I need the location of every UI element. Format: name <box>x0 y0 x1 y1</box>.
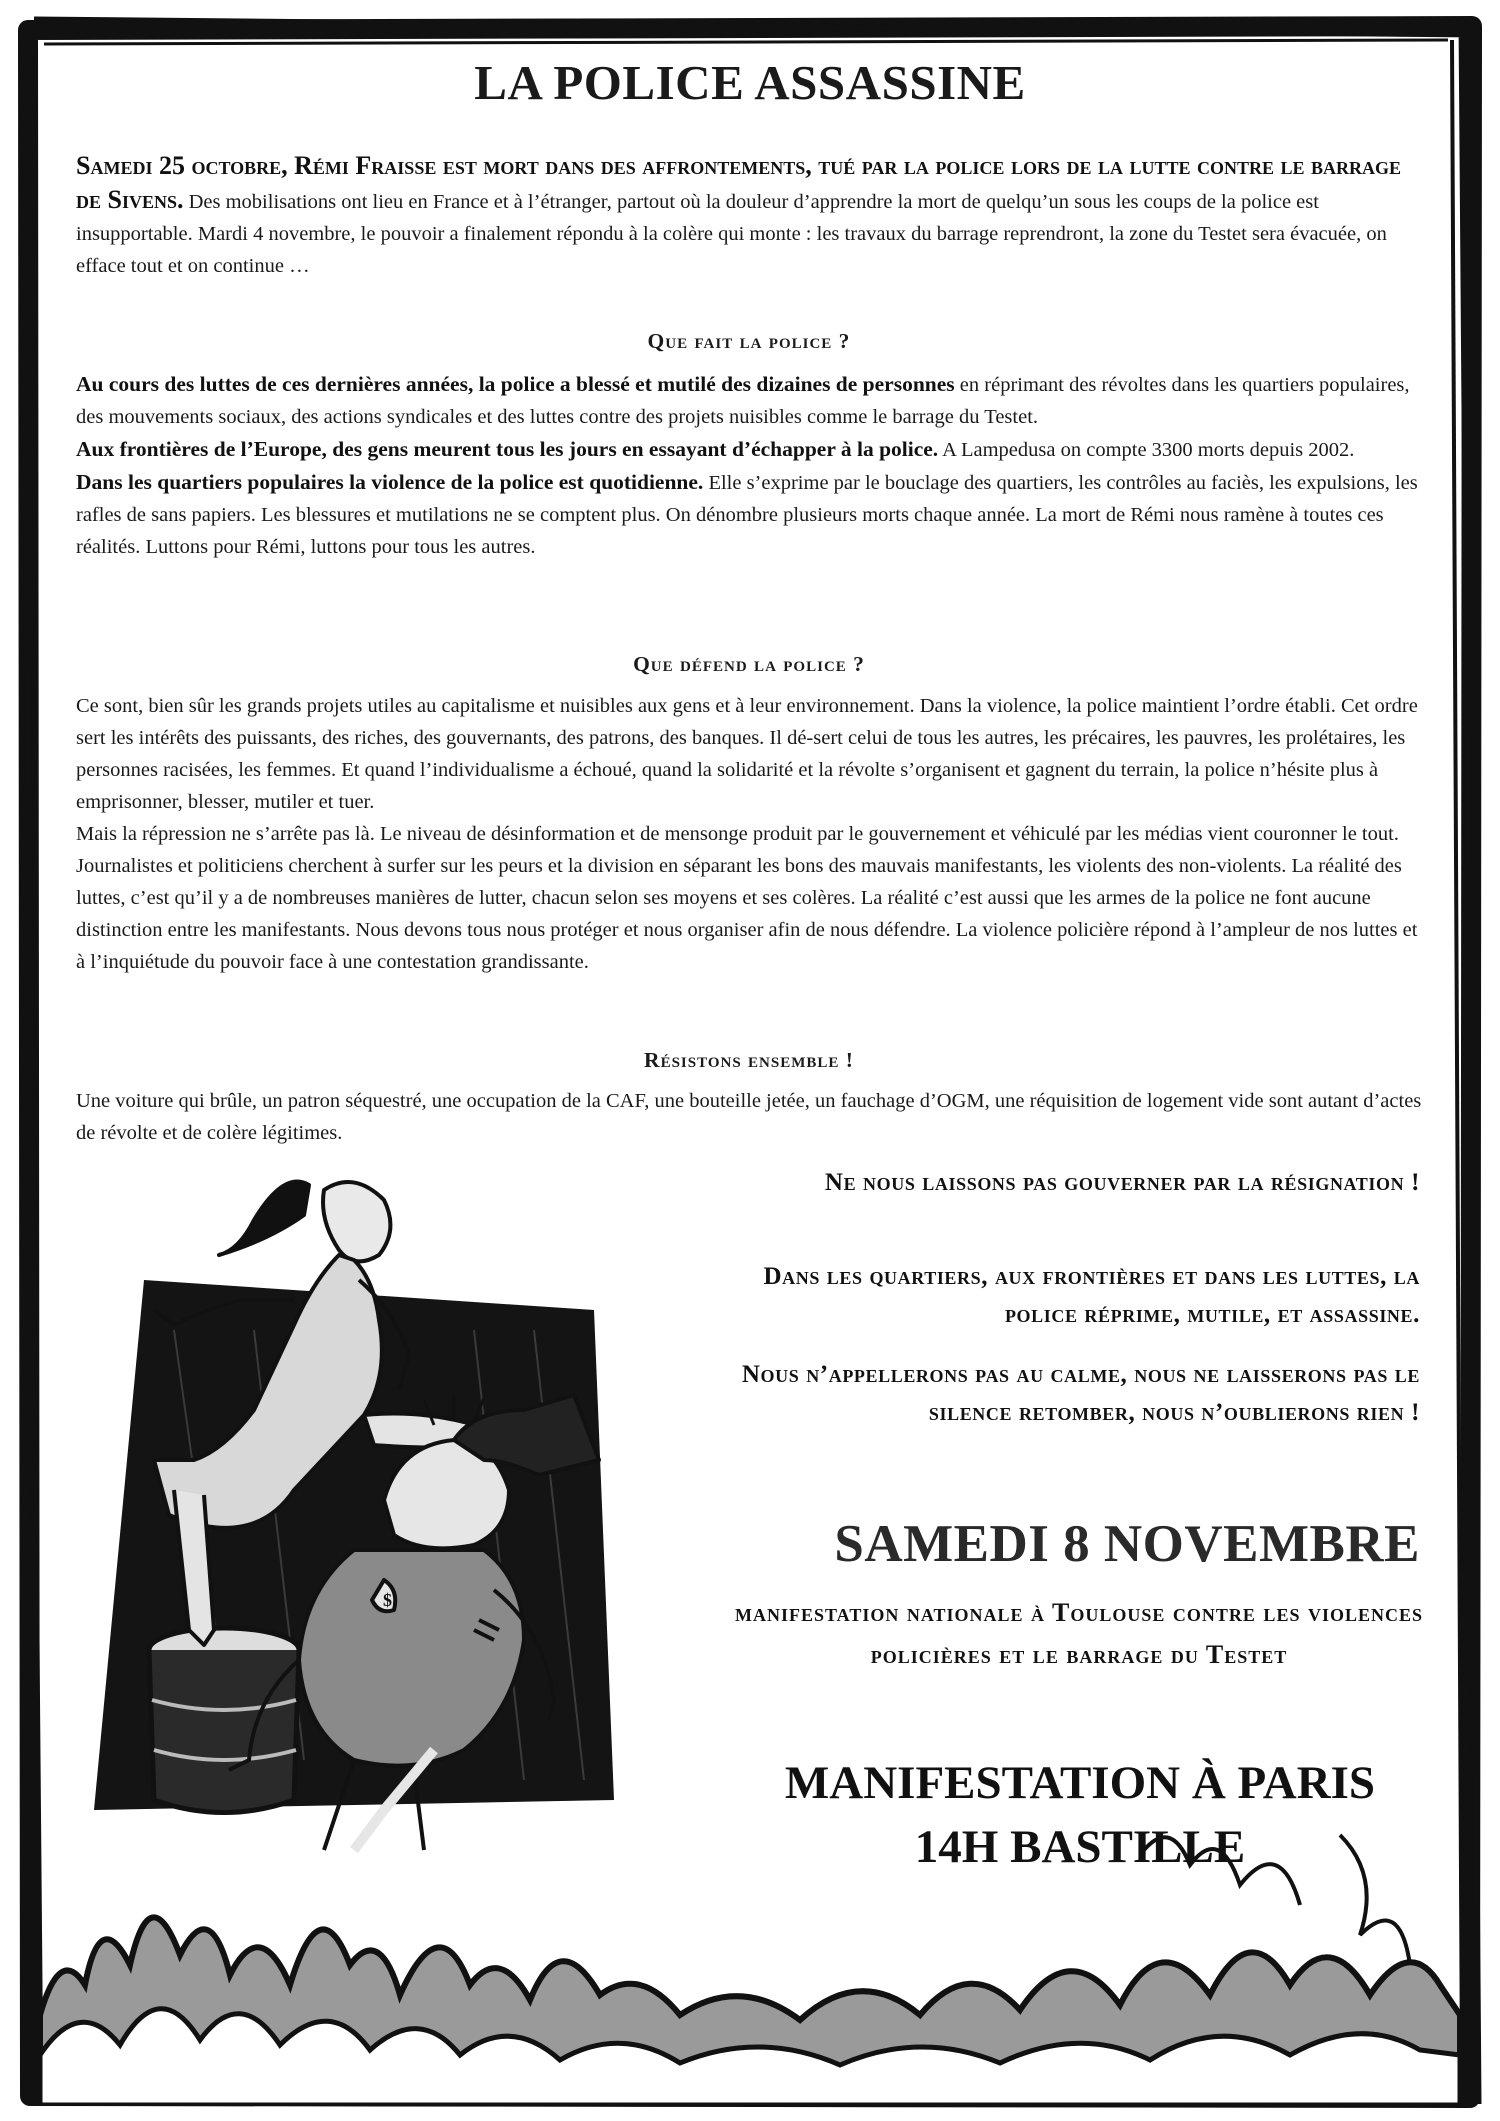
woman-kicking-policeman-illustration <box>54 1160 754 1860</box>
slogan-1: Ne nous laissons pas gouverner par la résignation ! <box>824 1169 1420 1196</box>
intro-text: Des mobilisations ont lieu en France et à l’étranger, partout où la douleur d’apprendre la mort de quelqu’un sous les coups de la police est insupportable. Mardi 4 novembre, le pouvoir a finalement répondu à la colère qui monte : les travaux du barrage reprendront, la zone du Testet sera évacuée, on efface tout et on continue … <box>76 191 1387 277</box>
section-heading-resistons: Résistons ensemble ! <box>644 1048 854 1072</box>
s2-p1: Ce sont, bien sûr les grands projets utiles au capitalisme et nuisibles aux gens et à leur environnement. Dans la violence, la police maintient l’ordre établi. Cet ordre sert les intérêts des puissants, des riches, des gouvernants, des patrons, des banques. Il dé-sert celui de tous les autres, les précaires, les pauvres, les prolétaires, les personnes racisées, les femmes. Et quand l’individualisme a échoué, quand la solidarité et la révolte s’organisent et gagnent du terrain, la police n’hésite plus à emprisonner, blesser, mutiler et tuer. <box>76 695 1418 813</box>
section-que-fait-body <box>76 368 1422 563</box>
event-date: SAMEDI 8 NOVEMBRE <box>834 1515 1420 1573</box>
s1-p2-bold: Aux frontières de l’Europe, des gens meurent tous les jours en essayant d’échapper à la police. <box>76 437 939 461</box>
section-que-defend-body <box>76 690 1422 978</box>
section-resistons-body <box>76 1085 1422 1149</box>
intro-lead: Samedi 25 octobre, Rémi Fraisse est mort dans des affrontements, tué par la police lors de la lutte contre le barrage de Sivens. <box>76 151 1402 214</box>
s1-p3-text: Elle s’exprime par le bouclage des quartiers, les contrôles au faciès, les expulsions, les rafles de sans papiers. Les blessures et mutilations ne se comptent plus. On dénombre plusieurs morts chaque année. La mort de Rémi nous ramène à toutes ces réalités. Luttons pour Rémi, luttons pour tous les autres. <box>76 472 1418 558</box>
s1-p1-text: en réprimant des révoltes dans les quartiers populaires, des mouvements sociaux, des actions syndicales et des luttes contre des projets nuisibles comme le barrage du Testet. <box>76 374 1410 428</box>
s2-p2: Mais la répression ne s’arrête pas là. Le niveau de désinformation et de mensonge produit par le gouvernement et véhiculé par les médias vient couronner le tout. Journalistes et politiciens cherchent à surfer sur les peurs et la division en séparant les bons des mauvais manifestants, les violents des non-violents. La réalité des luttes, c’est qu’il y a de nombreuses manières de lutter, chacun selon ses moyens et ses colères. La réalité c’est aussi que les armes de la police ne font aucune distinction entre les manifestants. Nous devons tous nous protéger et nous organiser afin de nous défendre. La violence policière répond à l’ampleur de nos luttes et à l’inquiétude du pouvoir face à une contestation grandissante. <box>76 823 1418 973</box>
paris-line-1: MANIFESTATION À PARIS <box>784 1757 1376 1809</box>
paris-line-2: 14H BASTILLE <box>914 1821 1246 1873</box>
flames-icon <box>40 1815 1460 2105</box>
event-description: manifestation nationale à Toulouse contre les violences policières et le barrage du Testet <box>735 1598 1423 1669</box>
page-title: LA POLICE ASSASSINE <box>474 55 1026 110</box>
s1-p2-text: A Lampedusa on compte 3300 morts depuis 2002. <box>938 439 1355 461</box>
slogan-2: Dans les quartiers, aux frontières et dans les luttes, la police réprime, mutile, et assassine. <box>763 1263 1420 1328</box>
badge-symbol: $ <box>383 1590 392 1610</box>
section-heading-que-fait: Que fait la police ? <box>647 329 851 353</box>
section-heading-que-defend: Que défend la police ? <box>633 652 865 676</box>
slogan-3: Nous n’appellerons pas au calme, nous ne laisserons pas le silence retomber, nous n’oublierons rien ! <box>741 1361 1420 1426</box>
barrel-icon <box>149 1628 299 1813</box>
s3-p1: Une voiture qui brûle, un patron séquestré, une occupation de la CAF, une bouteille jetée, un fauchage d’OGM, une réquisition de logement vide sont autant d’actes de révolte et de colère légitimes. <box>76 1090 1422 1144</box>
s1-p1-bold: Au cours des luttes de ces dernières années, la police a blessé et mutilé des dizaines de personnes <box>76 372 955 396</box>
s1-p3-bold: Dans les quartiers populaires la violence de la police est quotidienne. <box>76 470 704 494</box>
intro-paragraph <box>76 150 1422 282</box>
